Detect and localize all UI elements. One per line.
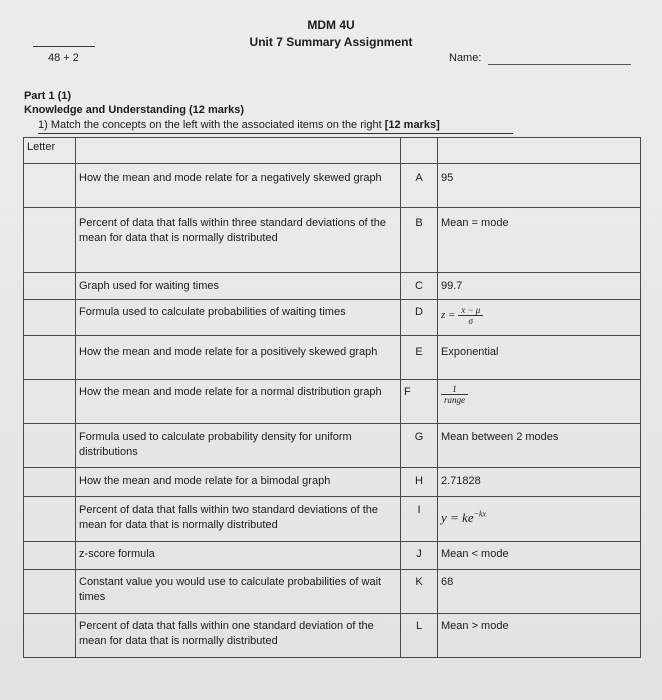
letter-answer-cell[interactable]: [24, 208, 76, 273]
item-letter: I: [401, 497, 438, 542]
item-cell: 2.71828: [438, 468, 641, 497]
letter-answer-cell[interactable]: [24, 570, 76, 614]
name-field[interactable]: [488, 64, 631, 65]
table-header-row: [24, 138, 641, 164]
item-letter: G: [401, 424, 438, 468]
item-letter: D: [401, 300, 438, 336]
item-letter: C: [401, 273, 438, 300]
concept-cell: Graph used for waiting times: [76, 273, 401, 300]
item-letter: E: [401, 336, 438, 380]
table-row: [24, 424, 641, 468]
table-row: [24, 164, 641, 208]
item-cell: [438, 380, 641, 424]
score-total: 48 + 2: [48, 52, 79, 64]
concept-cell: How the mean and mode relate for a normal distribution graph: [76, 380, 401, 424]
item-letter: L: [401, 614, 438, 658]
item-cell: [438, 497, 641, 542]
concept-cell: How the mean and mode relate for a bimodal graph: [76, 468, 401, 497]
instruction-underline: [38, 133, 513, 134]
letter-answer-cell[interactable]: [24, 164, 76, 208]
letter-answer-cell[interactable]: [24, 542, 76, 570]
item-cell: Exponential: [438, 336, 641, 380]
item-letter: J: [401, 542, 438, 570]
letter-answer-cell[interactable]: [24, 273, 76, 300]
header-blank: [76, 138, 401, 164]
header-blank: [438, 138, 641, 164]
letter-column-header: Letter: [24, 138, 76, 164]
table-row: [24, 542, 641, 570]
table-row: [24, 468, 641, 497]
item-cell: 68: [438, 570, 641, 614]
letter-answer-cell[interactable]: [24, 468, 76, 497]
item-cell: Mean < mode: [438, 542, 641, 570]
assignment-title: Unit 7 Summary Assignment: [249, 35, 413, 49]
concept-cell: z-score formula: [76, 542, 401, 570]
course-code: MDM 4U: [307, 18, 355, 32]
concept-cell: Formula used to calculate probability density for uniform distributions: [76, 424, 401, 468]
item-cell: Mean between 2 modes: [438, 424, 641, 468]
item-letter: H: [401, 468, 438, 497]
item-letter: B: [401, 208, 438, 273]
table-row: [24, 208, 641, 273]
letter-answer-cell[interactable]: [24, 497, 76, 542]
item-letter: F: [401, 380, 438, 424]
question-instruction: 1) Match the concepts on the left with the associated items on the right [12 marks]: [38, 119, 440, 131]
part-heading: Part 1 (1): [24, 90, 72, 102]
table-row: [24, 336, 641, 380]
letter-answer-cell[interactable]: [24, 614, 76, 658]
table-row: [24, 614, 641, 658]
item-cell: 95: [438, 164, 641, 208]
letter-answer-cell[interactable]: [24, 336, 76, 380]
concept-cell: Formula used to calculate probabilities of waiting times: [76, 300, 401, 336]
table-row: [24, 273, 641, 300]
z-score-formula: z = $\frac{x - \mu}{\sigma}$: [441, 309, 483, 321]
concept-cell: How the mean and mode relate for a negatively skewed graph: [76, 164, 401, 208]
item-letter: K: [401, 570, 438, 614]
item-cell: Mean > mode: [438, 614, 641, 658]
table-row: [24, 570, 641, 614]
item-cell: Mean = mode: [438, 208, 641, 273]
letter-answer-cell[interactable]: [24, 424, 76, 468]
table-row: [24, 497, 641, 542]
item-cell: 99.7: [438, 273, 641, 300]
concept-cell: Percent of data that falls within one standard deviation of the mean for data that is normally distributed: [76, 614, 401, 658]
score-line: [33, 46, 95, 47]
concept-cell: How the mean and mode relate for a positively skewed graph: [76, 336, 401, 380]
name-label: Name:: [449, 52, 482, 64]
matching-table: [23, 137, 641, 658]
item-letter: A: [401, 164, 438, 208]
section-heading: Knowledge and Understanding (12 marks): [24, 104, 245, 116]
table-row: [24, 300, 641, 336]
item-cell: [438, 300, 641, 336]
table-row: [24, 380, 641, 424]
concept-cell: Constant value you would use to calculate probabilities of wait times: [76, 570, 401, 614]
letter-answer-cell[interactable]: [24, 380, 76, 424]
concept-cell: Percent of data that falls within two standard deviations of the mean for data that is normally distributed: [76, 497, 401, 542]
exponential-formula: $y = ke^{-kx}$: [441, 510, 487, 526]
concept-cell: Percent of data that falls within three standard deviations of the mean for data that is normally distributed: [76, 208, 401, 273]
header-blank: [401, 138, 438, 164]
uniform-density-formula: $\frac{1}{\text{range}}$: [441, 388, 468, 400]
letter-answer-cell[interactable]: [24, 300, 76, 336]
